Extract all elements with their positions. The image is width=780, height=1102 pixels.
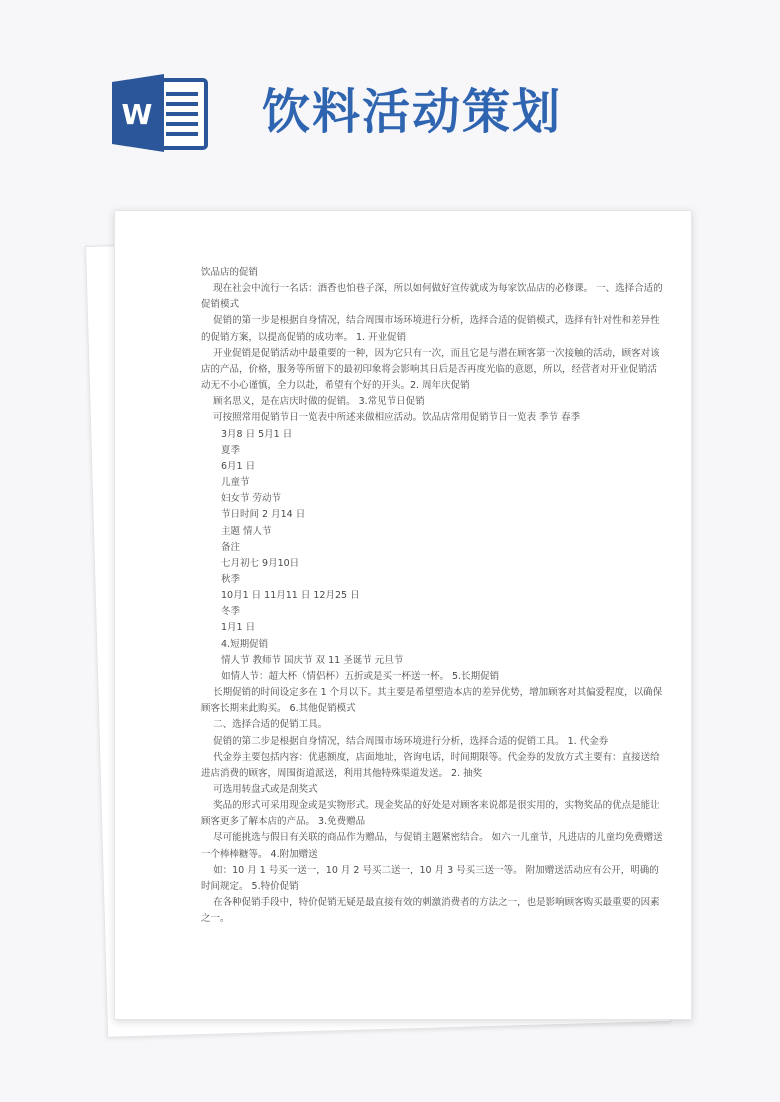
doc-line: 儿童节 <box>221 477 250 489</box>
doc-line: 6月1 日 <box>221 460 256 472</box>
doc-line: 冬季 <box>221 606 241 618</box>
doc-paragraph: 促销的第一步是根据自身情况，结合周围市场环境进行分析，选择合适的促销模式，选择有针对性和差异性的促销方案，以提高促销的成功率。 1. 开业促销 <box>201 315 660 343</box>
doc-line: 情人节 教师节 国庆节 双 11 圣诞节 元旦节 <box>221 654 404 666</box>
doc-line: 10月1 日 11月11 日 12月25 日 <box>221 590 360 602</box>
logo-letter: W <box>121 98 153 131</box>
doc-paragraph: 现在社会中流行一名话：酒香也怕巷子深，所以如何做好宣传就成为每家饮品店的必修课。 一、选择合适的促销模式 <box>201 283 663 311</box>
doc-line: 备注 <box>221 541 241 553</box>
doc-paragraph: 奖品的形式可采用现金或是实物形式。现金奖品的好处是对顾客来说都是很实用的，实物奖品的优点是能让顾客更多了解本店的产品。 3.免费赠品 <box>201 800 660 828</box>
document-body <box>201 265 665 927</box>
doc-paragraph: 可选用转盘式或是刮奖式 <box>201 784 318 795</box>
doc-paragraph: 二、选择合适的促销工具。 <box>201 719 328 731</box>
doc-line: 妇女节 劳动节 <box>221 493 282 505</box>
doc-line: 秋季 <box>221 573 241 585</box>
doc-line: 4.短期促销 <box>221 638 269 650</box>
doc-paragraph: 可按照常用促销节日一览表中所述来做相应活动。饮品店常用促销节日一览表 季节 春季 <box>201 412 581 424</box>
doc-paragraph: 尽可能挑选与假日有关联的商品作为赠品，与促销主题紧密结合。 如六一儿童节，凡进店的儿童均免费赠送一个棒棒糖等。 4.附加赠送 <box>201 832 663 860</box>
header <box>0 0 780 205</box>
doc-paragraph: 长期促销的时间设定多在 1 个月以下。其主要是希望塑造本店的差异优势，增加顾客对其偏爱程度，以确保顾客长期来此购买。 6.其他促销模式 <box>201 687 663 715</box>
doc-line: 3月8 日 5月1 日 <box>221 428 293 440</box>
doc-line: 七月初七 9月10日 <box>221 557 300 569</box>
doc-line: 夏季 <box>221 444 241 456</box>
doc-line: 主题 情人节 <box>221 525 272 537</box>
doc-paragraph: 开业促销是促销活动中最重要的一种，因为它只有一次，而且它是与潜在顾客第一次接触的活动，顾客对该店的产品，价格，服务等所留下的最初印象将会影响其日后是否再度光临的意愿，所以，经营者对开业促销活动无不小心谨慎，全力以赴，希望有个好的开头。2. 周年庆促销 <box>201 347 660 392</box>
doc-paragraph: 顾名思义，是在店庆时做的促销。 3.常见节日促销 <box>201 396 425 408</box>
doc-line: 节日时间 2 月14 日 <box>221 509 306 521</box>
page-title: 饮料活动策划 <box>262 84 563 140</box>
word-document-icon <box>108 72 210 154</box>
doc-heading: 饮品店的促销 <box>201 267 259 278</box>
doc-line: 如情人节：超大杯（情侣杯）五折或是买一杯送一杯。 5.长期促销 <box>221 670 500 682</box>
doc-paragraph: 在各种促销手段中，特价促销无疑是最直接有效的刺激消费者的方法之一，也是影响顾客购买最重要的因素之一。 <box>201 897 660 925</box>
document-page <box>114 210 692 1020</box>
doc-paragraph: 促销的第二步是根据自身情况，结合周围市场环境进行分析，选择合适的促销工具。 1. 代金券 <box>201 735 609 747</box>
doc-paragraph: 如：10 月 1 号买一送一，10 月 2 号买二送一，10 月 3 号买三送一等。 附加赠送活动应有公开，明确的时间规定。 5.特价促销 <box>201 864 659 892</box>
doc-paragraph: 代金券主要包括内容：优惠额度，店面地址，咨询电话，时间期限等。代金券的发放方式主要有：直接送给进店消费的顾客，周围街道派送，利用其他特殊渠道发送。 2. 抽奖 <box>201 751 660 779</box>
doc-line: 1月1 日 <box>221 622 256 634</box>
